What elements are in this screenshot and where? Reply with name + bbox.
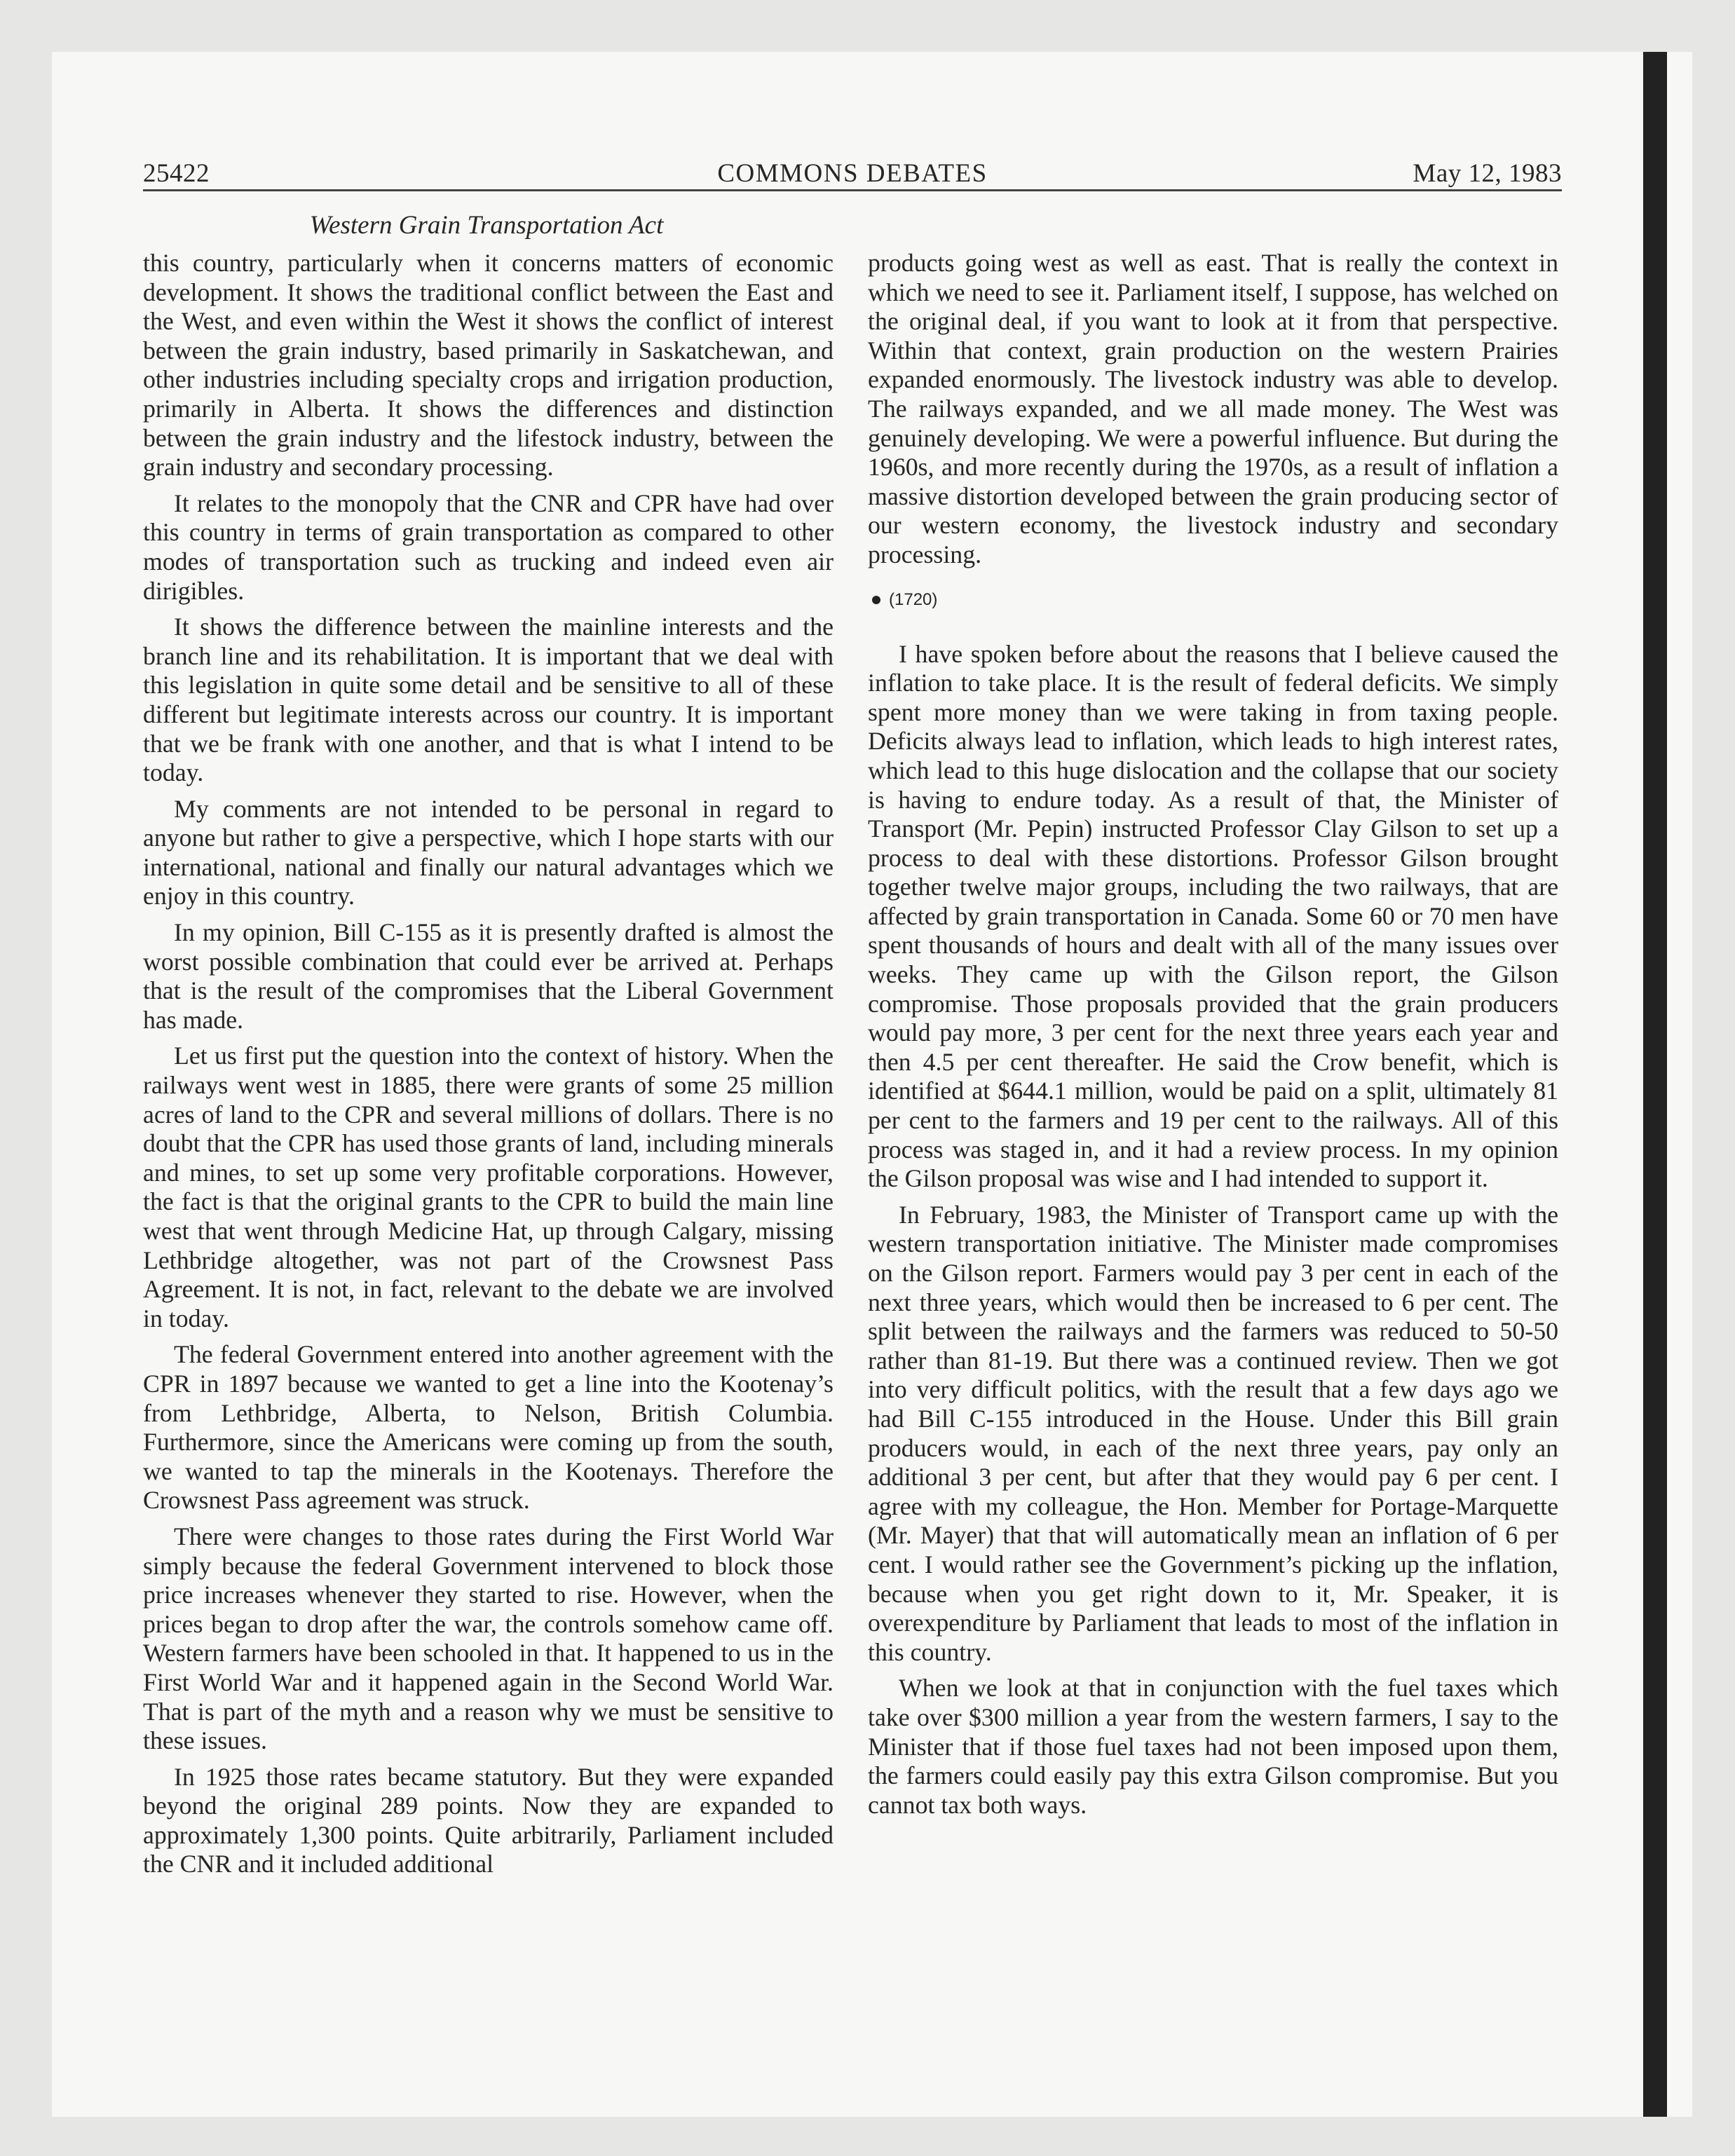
paragraph: The federal Government entered into another agreement with the CPR in 1897 because we wanted to get a line into the Kootenay’s from Lethbridge, Alberta, to Nelson, British Columbia. Furthermore, since the Americans were coming up from the south, we wanted to tap the minerals in the Kootenays. Therefore the Crowsnest Pass agreement was struck. [143, 1340, 834, 1515]
time-stamp [868, 589, 1558, 610]
paragraph: this country, particularly when it concerns matters of economic development. It shows the traditional conflict between the East and the West, and even within the West it shows the conflict of interest between the grain industry, based primarily in Saskatchewan, and other industries including specialty crops and irrigation production, primarily in Alberta. It shows the differences and distinction between the grain industry and the lifestock industry, between the grain industry and secondary processing. [143, 249, 834, 482]
paragraph: It relates to the monopoly that the CNR and CPR have had over this country in terms of grain transportation as compared to other modes of transportation such as trucking and indeed even air dirigibles. [143, 489, 834, 605]
publication-title: COMMONS DEBATES [717, 159, 988, 188]
paragraph: In my opinion, Bill C-155 as it is presently drafted is almost the worst possible combination that could ever be arrived at. Perhaps that is the result of the compromises that the Liberal Government has made. [143, 918, 834, 1034]
paragraph: When we look at that in conjunction with the fuel taxes which take over $300 million a year from the western farmers, I say to the Minister that if those fuel taxes had not been imposed upon them, the farmers could easily pay this extra Gilson compromise. But you cannot tax both ways. [868, 1674, 1558, 1819]
paragraph: There were changes to those rates during the First World War simply because the federal Government intervened to block those price increases whenever they started to rise. However, when the prices began to drop after the war, the controls somehow came off. Western farmers have been schooled in that. It happened to us in the First World War and it happened again in the Second World War. That is part of the myth and a reason why we must be sensitive to these issues. [143, 1522, 834, 1755]
paragraph: It shows the difference between the mainline interests and the branch line and its rehabilitation. It is important that we deal with this legislation in quite some detail and be sensitive to all of these different but legitimate interests across our country. It is important that we be frank with one another, and that is what I intend to be today. [143, 613, 834, 787]
left-column [143, 249, 834, 1886]
paragraph: Let us first put the question into the context of history. When the railways went west in 1885, there were grants of some 25 million acres of land to the CPR and several millions of dollars. There is no doubt that the CPR has used those grants of land, including minerals and mines, to set up some very profitable corporations. However, the fact is that the original grants to the CPR to build the main line west that went through Medicine Hat, up through Calgary, missing Lethbridge altogether, was not part of the Crowsnest Pass Agreement. It is not, in fact, relevant to the debate we are involved in today. [143, 1042, 834, 1332]
paragraph: In February, 1983, the Minister of Transport came up with the western transportation initiative. The Minister made compromises on the Gilson report. Farmers would pay 3 per cent in each of the next three years, which would then be increased to 6 per cent. The split between the railways and the farmers was reduced to 50-50 rather than 81-19. But there was a continued review. Then we got into very difficult politics, with the result that a few days ago we had Bill C-155 introduced in the House. Under this Bill grain producers would, in each of the next three years, pay only an additional 3 per cent, but after that they would pay 6 per cent. I agree with my colleague, the Hon. Member for Portage-Marquette (Mr. Mayer) that that will automatically mean an inflation of 6 per cent. I would rather see the Government’s picking up the inflation, because when you get right down to it, Mr. Speaker, it is overexpenditure by Parliament that leads to most of the inflation in this country. [868, 1200, 1558, 1666]
right-column [868, 249, 1558, 1827]
time-stamp-text: (1720) [889, 589, 938, 609]
paragraph: My comments are not intended to be personal in regard to anyone but rather to give a perspective, which I hope starts with our international, national and finally our natural advantages which we enjoy in this country. [143, 794, 834, 910]
scan-edge-bar [1643, 52, 1667, 2117]
publication-date: May 12, 1983 [1413, 159, 1562, 188]
section-title: Western Grain Transportation Act [309, 211, 664, 240]
bullet-icon [872, 596, 880, 604]
paragraph: I have spoken before about the reasons that I believe caused the inflation to take place. It is the result of federal deficits. We simply spent more money than we were taking in from taxing people. Deficits always lead to inflation, which leads to high interest rates, which lead to this huge dislocation and the collapse that our society is having to endure today. As a result of that, the Minister of Transport (Mr. Pepin) instructed Professor Clay Gilson to set up a process to deal with these distortions. Professor Gilson brought together twelve major groups, including the two railways, that are affected by grain transportation in Canada. Some 60 or 70 men have spent thousands of hours and dealt with all of the many issues over weeks. They came up with the Gilson report, the Gilson compromise. Those proposals provided that the grain producers would pay more, 3 per cent for the next three years each year and then 4.5 per cent thereafter. He said the Crow benefit, which is identified at $644.1 million, would be paid on a split, ultimately 81 per cent to the farmers and 19 per cent to the railways. All of this process was staged in, and it had a review process. In my opinion the Gilson proposal was wise and I had intended to support it. [868, 639, 1558, 1193]
paragraph: In 1925 those rates became statutory. But they were expanded beyond the original 289 points. Now they are expanded to approximately 1,300 points. Quite arbitrarily, Parliament included the CNR and it included additional [143, 1762, 834, 1878]
page-header [143, 154, 1562, 191]
page-number: 25422 [143, 159, 210, 188]
paragraph: products going west as well as east. That is really the context in which we need to see it. Parliament itself, I suppose, has welched on the original deal, if you want to look at it from that perspective. Within that context, grain production on the western Prairies expanded enormously. The livestock industry was able to develop. The railways expanded, and we all made money. The West was genuinely developing. We were a powerful influence. But during the 1960s, and more recently during the 1970s, as a result of inflation a massive distortion developed between the grain producing sector of our western economy, the livestock industry and secondary processing. [868, 249, 1558, 568]
